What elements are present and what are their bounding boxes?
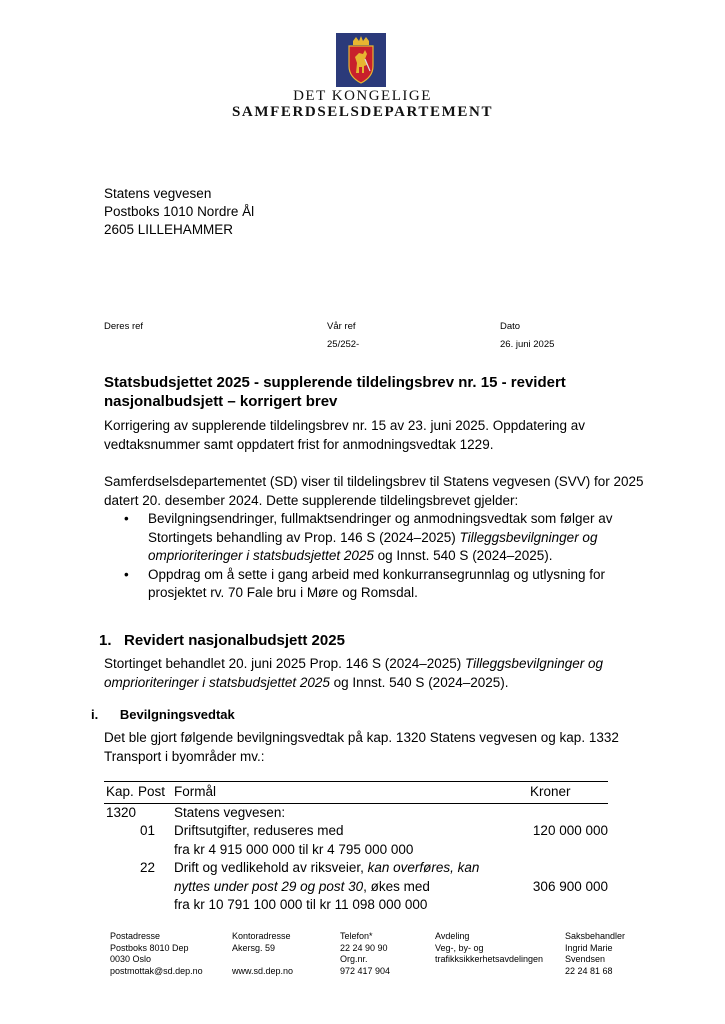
org-name-line1: DET KONGELIGE <box>293 88 432 104</box>
footer-value: trafikksikkerhetsavdelingen <box>435 954 544 964</box>
footer-label: Postadresse <box>110 931 161 941</box>
footer-value: Veg-, by- og <box>435 942 484 953</box>
var-ref-value: 25/252- <box>327 339 360 350</box>
col-header-kroner: Kroner <box>514 782 608 804</box>
recipient-address <box>104 185 254 239</box>
correction-paragraph: Korrigering av supplerende tildelingsbrev nr. 15 av 23. juni 2025. Oppdatering av vedtaksnummer samt oppdatert frist for anmodningsvedtak 1229. <box>104 418 586 452</box>
footer-value: Ingrid Marie <box>565 942 613 953</box>
deres-ref <box>104 318 143 336</box>
cell-formal: fra kr 10 791 100 000 til kr 11 098 000 000 <box>174 897 428 912</box>
budget-table <box>104 781 608 915</box>
footer-value: 22 24 90 90 <box>340 942 388 953</box>
subsection-paragraph: Det ble gjort følgende bevilgningsvedtak på kap. 1320 Statens vegvesen og kap. 1332 Transport i byområder mv.: <box>104 730 619 764</box>
section-heading-text: 1. Revidert nasjonalbudsjett 2025 <box>99 632 345 649</box>
cell-formal <box>174 859 514 878</box>
date-ref <box>500 318 554 354</box>
footer-label: Telefon* <box>340 931 373 941</box>
cell-post: 22 <box>140 860 156 875</box>
table-row <box>104 859 608 878</box>
footer-value: Postboks 8010 Dep <box>110 942 189 953</box>
bullet-text: og Innst. 540 S (2024–2025). <box>373 548 553 563</box>
cell-formal: Driftsutgifter, reduseres med <box>174 823 344 838</box>
bullet-text: Oppdrag om å sette i gang arbeid med konkurransegrunnlag og utlysning for prosjektet rv. 70 Fale bru i Møre og Romsdal. <box>148 566 606 600</box>
bullet-text-italic: Tilleggsbevilgninger og omprioriteringer i statsbudsjettet 2025 <box>148 529 598 563</box>
footer-value: Svendsen <box>565 954 606 964</box>
document-title: Statsbudsjettet 2025 - supplerende tildelingsbrev nr. 15 - revidert nasjonalbudsjett – korrigert brev <box>104 374 566 410</box>
footer-value: 22 24 81 68 <box>565 965 613 976</box>
footer-label: Avdeling <box>435 931 470 941</box>
bullet-list <box>124 510 644 603</box>
deres-ref-label: Deres ref <box>104 321 144 332</box>
subsection-heading-text: i. Bevilgningsvedtak <box>91 707 235 722</box>
cell-kap: 1320 <box>106 804 137 820</box>
footer-label: Kontoradresse <box>232 931 291 941</box>
list-item <box>124 510 644 566</box>
table-row <box>104 878 608 897</box>
recipient-line: 2605 LILLEHAMMER <box>104 222 234 237</box>
cell-text: , økes med <box>363 878 430 894</box>
footer-department <box>435 931 543 966</box>
table-row <box>104 803 608 822</box>
bullet-icon: • <box>124 511 129 526</box>
cell-kroner: 306 900 000 <box>532 878 608 894</box>
coat-of-arms-logo <box>336 33 386 87</box>
section-text: Stortinget behandlet 20. juni 2025 Prop. 146 S (2024–2025) <box>104 656 466 671</box>
recipient-line: Postboks 1010 Nordre Ål <box>104 204 255 219</box>
footer-label: Org.nr. <box>340 954 368 964</box>
col-header-post: Post <box>138 782 174 804</box>
section-text: og Innst. 540 S (2024–2025). <box>329 674 509 690</box>
footer-postal <box>110 931 203 977</box>
table-row <box>104 896 608 915</box>
date-value: 26. juni 2025 <box>500 339 555 350</box>
intro-paragraph: Samferdselsdepartementet (SD) viser til tildelingsbrev til Statens vegvesen (SVV) for 2025 datert 20. desember 2024. Dette supplerende tildelingsbrevet gjelder: <box>104 474 644 508</box>
list-item <box>124 566 644 603</box>
table-row <box>104 841 608 860</box>
var-ref-label: Vår ref <box>327 321 356 332</box>
cell-text-italic: nyttes under post 29 og post 30 <box>174 878 364 894</box>
cell-formal <box>174 878 514 897</box>
recipient-line: Statens vegvesen <box>104 186 212 201</box>
cell-formal: Statens vegvesen: <box>174 804 286 820</box>
footer-email: postmottak@sd.dep.no <box>110 965 203 976</box>
footer-label: Saksbehandler <box>565 931 626 941</box>
section-paragraph <box>104 655 624 692</box>
col-header-kap: Kap. <box>104 782 138 804</box>
footer-value <box>232 954 293 966</box>
table-header-row <box>104 782 608 804</box>
section-text-italic: Tilleggsbevilgninger og omprioriteringer i statsbudsjettet 2025 <box>104 656 603 690</box>
cell-formal: fra kr 4 915 000 000 til kr 4 795 000 000 <box>174 841 414 857</box>
coat-of-arms-icon <box>336 33 386 87</box>
footer-phone <box>340 931 390 977</box>
table-row <box>104 822 608 841</box>
bullet-icon: • <box>124 566 129 582</box>
footer-value: Akersg. 59 <box>232 942 276 953</box>
col-header-formal: Formål <box>174 782 514 804</box>
org-name-line2: SAMFERDSELSDEPARTEMENT <box>231 104 494 120</box>
subsection-heading <box>91 707 235 722</box>
footer-value: 0030 Oslo <box>110 954 152 964</box>
footer-case-officer <box>565 931 625 977</box>
cell-kroner: 120 000 000 <box>532 823 608 838</box>
cell-text-italic: kan overføres, kan <box>367 860 480 875</box>
section-heading <box>99 632 345 649</box>
date-label: Dato <box>500 321 521 332</box>
footer-website: www.sd.dep.no <box>232 965 294 976</box>
cell-text: Drift og vedlikehold av riksveier, <box>174 860 368 875</box>
var-ref <box>327 318 359 354</box>
bullet-text: Bevilgningsendringer, fullmaktsendringer og anmodningsvedtak som følger av Stortingets behandling av Prop. 146 S (2024–2025) <box>148 511 613 545</box>
cell-post: 01 <box>140 823 156 838</box>
footer-value: 972 417 904 <box>340 965 391 976</box>
footer-office <box>232 931 293 977</box>
